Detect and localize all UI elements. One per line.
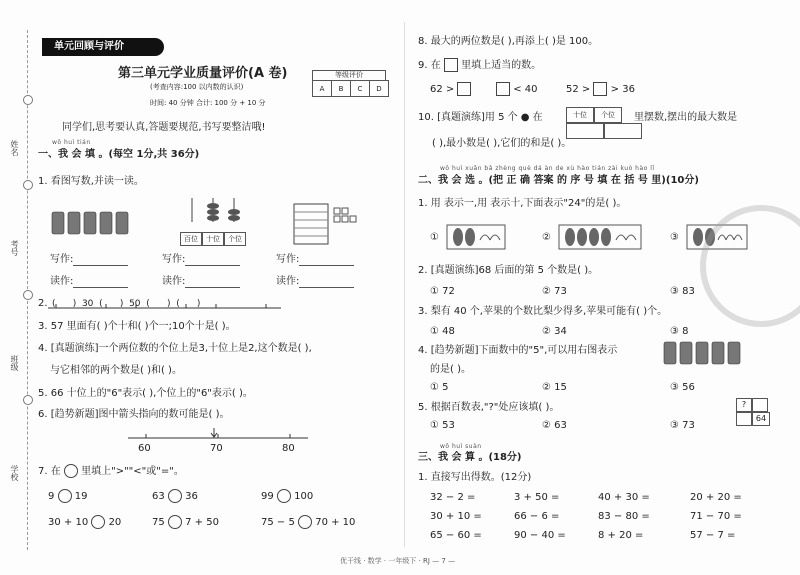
answer-box[interactable] — [457, 82, 471, 96]
q4-text-b: 与它相邻的两个数是( )和( )。 — [50, 365, 182, 376]
hundred-block-picture — [292, 198, 362, 246]
compare-item: 63 36 — [152, 491, 198, 502]
write-row-3: 写作: — [276, 254, 354, 266]
read-row-2: 读作: — [162, 276, 240, 288]
test-scope: (考查内容:100 以内数的认识) — [150, 83, 244, 91]
page-title: 第三单元学业质量评价(A 卷) — [118, 66, 288, 81]
s2q3-option[interactable]: ① 48 — [430, 326, 455, 337]
s2q2-option[interactable]: ③ 83 — [670, 286, 695, 297]
write-row-1: 写作: — [50, 254, 128, 266]
compare-item: 75 7 + 50 — [152, 517, 219, 528]
q2-label: 2. — [38, 298, 48, 309]
name-label: 姓名 — [10, 140, 19, 156]
compare-circle[interactable] — [168, 515, 182, 529]
test-meta: 时间: 40 分钟 合计: 100 分 + 10 分 — [150, 99, 266, 107]
s2q1-option-1[interactable]: ① — [430, 232, 439, 243]
column-divider — [404, 22, 405, 547]
calc-item[interactable]: 65 − 60 = — [430, 530, 482, 541]
exam-number-label: 考号 — [10, 240, 19, 256]
compare-item: 9 19 — [48, 491, 88, 502]
bundled-sticks-picture — [50, 208, 140, 238]
s2q1-picture-1 — [446, 224, 506, 250]
compare-circle[interactable] — [277, 489, 291, 503]
calc-item[interactable]: 71 − 70 = — [690, 511, 742, 522]
s2q2-option[interactable]: ① 72 — [430, 286, 455, 297]
grade-c[interactable]: C — [351, 81, 370, 97]
compare-circle[interactable] — [168, 489, 182, 503]
q9-item-1: 62 > — [430, 82, 471, 96]
section3-heading: 三、我 会 算 。(18分) — [418, 452, 522, 463]
answer-box[interactable] — [593, 82, 607, 96]
s2q2-text: 2. [真题演练]68 后面的第 5 个数是( )。 — [418, 265, 599, 276]
compare-circle[interactable] — [58, 489, 72, 503]
q5-text: 5. 66 十位上的"6"表示( ),个位上的"6"表示( )。 — [38, 388, 253, 399]
hole-marker — [23, 290, 33, 300]
q10-place-value-chart: 十位 个位 — [566, 102, 642, 139]
write-row-2: 写作: — [162, 254, 240, 266]
calc-item[interactable]: 8 + 20 = — [598, 530, 644, 541]
q6-text: 6. [趋势新题]图中箭头指向的数可能是( )。 — [38, 409, 230, 420]
hundred-chart-fragment: ? 64 — [736, 398, 770, 426]
compare-circle[interactable] — [298, 515, 312, 529]
s2q5-option[interactable]: ① 53 — [430, 420, 455, 431]
calc-item[interactable]: 57 − 7 = — [690, 530, 736, 541]
answer-box[interactable] — [496, 82, 510, 96]
s2q4-text-a: 4. [趋势新题]下面数中的"5",可以用右图表示 — [418, 345, 618, 356]
calc-item[interactable]: 20 + 20 = — [690, 492, 742, 503]
q6-tick-60: 60 — [138, 443, 151, 454]
calc-item[interactable]: 30 + 10 = — [430, 511, 482, 522]
intro-text: 同学们,思考要认真,答题要规范,书写要整洁哦! — [62, 122, 266, 133]
s2q4-option[interactable]: ③ 56 — [670, 382, 695, 393]
hole-marker — [23, 395, 33, 405]
q10-text-a: 10. [真题演练]用 5 个 ● 在 — [418, 112, 543, 123]
calc-item[interactable]: 90 − 40 = — [514, 530, 566, 541]
grade-a[interactable]: A — [313, 81, 332, 97]
s2q3-option[interactable]: ③ 8 — [670, 326, 689, 337]
calc-item[interactable]: 83 − 80 = — [598, 511, 650, 522]
s2q3-text: 3. 梨有 40 个,苹果的个数比梨少得多,苹果可能有( )个。 — [418, 306, 668, 317]
q9-item-3: 52 > > 36 — [566, 84, 635, 95]
binding-strip — [0, 0, 32, 575]
grade-table — [312, 80, 389, 97]
read-row-3: 读作: — [276, 276, 354, 288]
q10-text-c: ( ),最小数是( ),它们的和是( )。 — [432, 138, 572, 149]
compare-circle[interactable] — [91, 515, 105, 529]
grade-label: 等级评价 — [312, 70, 386, 81]
read-row-1: 读作: — [50, 276, 128, 288]
grade-b[interactable]: B — [332, 81, 351, 97]
s2q4-option[interactable]: ① 5 — [430, 382, 449, 393]
grade-d[interactable]: D — [370, 81, 389, 97]
compare-item: 99 100 — [261, 491, 314, 502]
section2-pinyin: wǒ huì xuǎn bǎ zhèng què dá àn de xù hào tián zài kuò hào lǐ — [440, 165, 655, 172]
calc-item[interactable]: 3 + 50 = — [514, 492, 560, 503]
class-label: 班级 — [10, 355, 19, 371]
number-line-q6 — [126, 428, 312, 442]
section1-pinyin: wǒ huì tián — [52, 139, 91, 146]
page-footer: 优干线 · 数学 · 一年级下 · RJ — 7 — — [340, 557, 456, 565]
calc-item[interactable]: 32 − 2 = — [430, 492, 476, 503]
q8-text: 8. 最大的两位数是( ),再添上( )是 100。 — [418, 36, 599, 47]
q3-text: 3. 57 里面有( )个十和( )个一;10个十是( )。 — [38, 321, 236, 332]
s2q1-picture-2 — [558, 224, 642, 250]
s2q4-text-b: 的是( )。 — [430, 364, 471, 375]
calc-item[interactable]: 40 + 30 = — [598, 492, 650, 503]
q9-text: 9. 在 里填上适当的数。 — [418, 60, 542, 71]
section1-heading: 一、我 会 填 。(每空 1分,共 36分) — [38, 149, 200, 160]
compare-item: 75 − 5 70 + 10 — [261, 517, 356, 528]
pv-tens: 十位 — [202, 232, 224, 246]
abacus-picture — [182, 198, 244, 226]
pv-hundreds: 百位 — [180, 232, 202, 246]
stick-bundles-picture — [662, 340, 746, 366]
section2-heading: 二、我 会 选 。(把 正 确 答案 的 序 号 填 在 括 号 里)(10分) — [418, 175, 699, 186]
s2q4-option[interactable]: ② 15 — [542, 382, 567, 393]
section3-pinyin: wǒ huì suàn — [440, 443, 482, 450]
s2q1-text: 1. 用 表示一,用 表示十,下面表示"24"的是( )。 — [418, 198, 627, 209]
school-label: 学校 — [10, 465, 19, 481]
s3q1-text: 1. 直接写出得数。(12分) — [418, 472, 532, 483]
q1-text: 1. 看图写数,并读一读。 — [38, 176, 144, 187]
q10-text-b: 里摆数,摆出的最大数是 — [634, 112, 738, 123]
s2q1-option-3[interactable]: ③ — [670, 232, 679, 243]
q6-tick-80: 80 — [282, 443, 295, 454]
s2q5-text: 5. 根据百数表,"?"处应该填( )。 — [418, 402, 560, 413]
s2q2-option[interactable]: ② 73 — [542, 286, 567, 297]
calc-item[interactable]: 66 − 6 = — [514, 511, 560, 522]
unit-review-tag: 单元回顾与评价 — [42, 38, 164, 56]
hole-marker — [23, 95, 33, 105]
q7-text: 7. 在 里填上">""<"或"="。 — [38, 466, 184, 477]
q6-tick-70: 70 — [210, 443, 223, 454]
q4-text-a: 4. [真题演练]一个两位数的个位上是3,十位上是2,这个数是( ), — [38, 343, 312, 354]
q9-item-2: < 40 — [496, 82, 537, 96]
hole-marker — [23, 180, 33, 190]
s2q5-option[interactable]: ② 63 — [542, 420, 567, 431]
s2q3-option[interactable]: ② 34 — [542, 326, 567, 337]
pv-ones: 个位 — [224, 232, 246, 246]
s2q1-option-2[interactable]: ② — [542, 232, 551, 243]
q2-ticks: ( ) 30 ( ) 50 ( ) ( ) — [52, 299, 201, 309]
s2q5-option[interactable]: ③ 73 — [670, 420, 695, 431]
compare-item: 30 + 10 20 — [48, 517, 122, 528]
place-value-chart — [180, 226, 246, 246]
